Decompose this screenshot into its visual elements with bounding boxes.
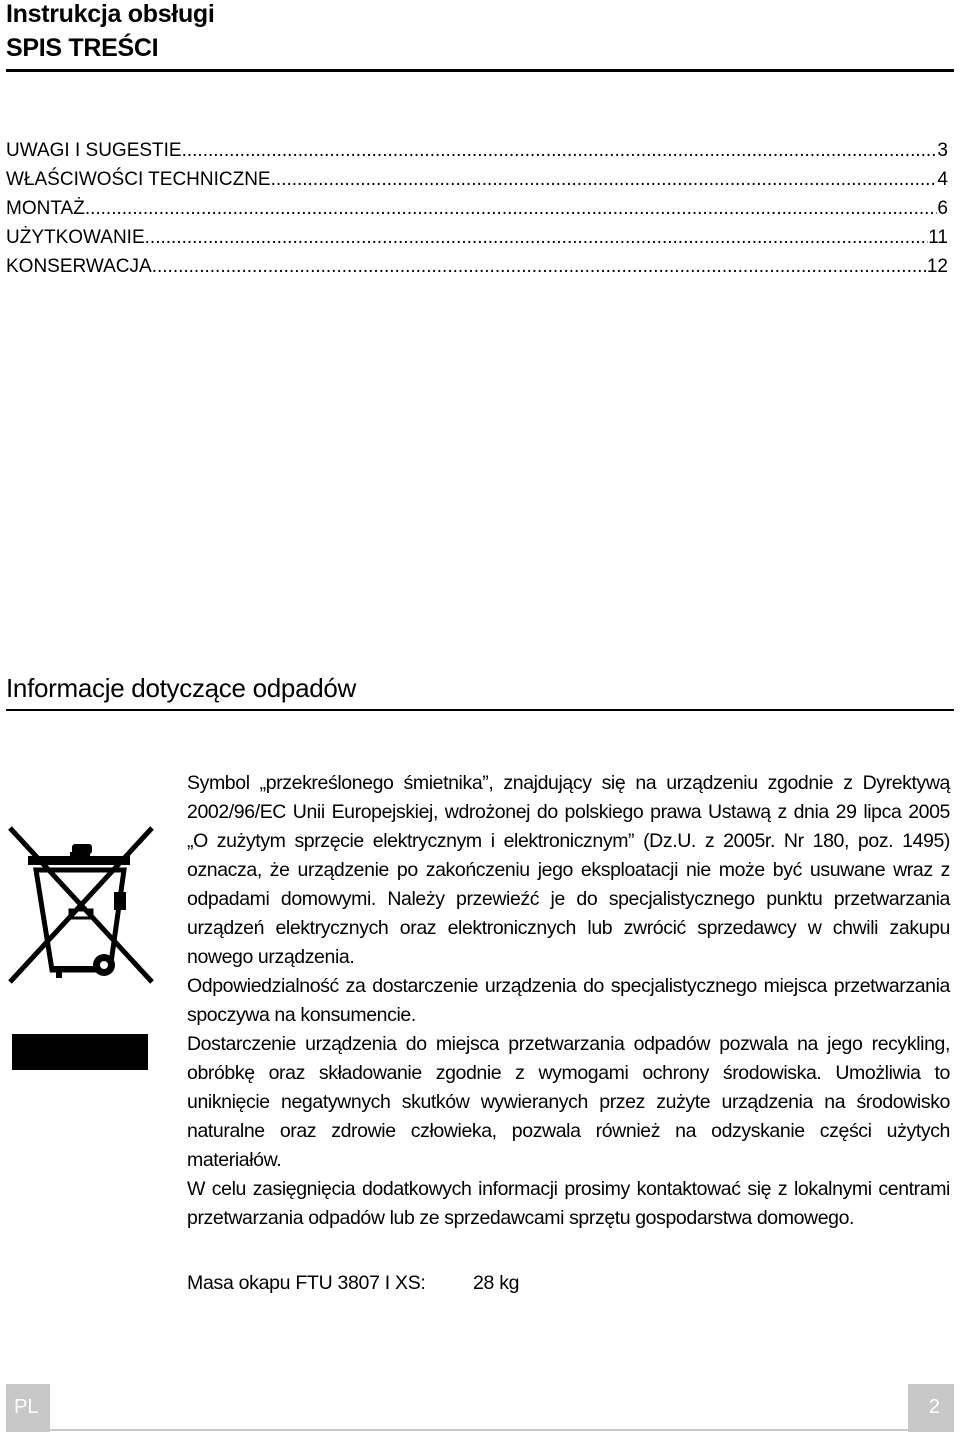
toc-heading: SPIS TREŚCI bbox=[6, 34, 159, 62]
header-divider bbox=[6, 69, 954, 72]
page-number: 2 bbox=[928, 1396, 940, 1418]
toc-entry-label: WŁAŚCIWOŚCI TECHNICZNE bbox=[6, 169, 271, 190]
toc-entry[interactable] bbox=[6, 198, 948, 227]
toc-entry-page: 6 bbox=[937, 198, 948, 219]
toc-entry-label: UŻYTKOWANIE bbox=[6, 227, 145, 248]
toc-entry-page: 4 bbox=[937, 169, 948, 190]
section-divider bbox=[6, 709, 954, 711]
toc-entry[interactable] bbox=[6, 256, 948, 285]
toc-entry-page: 11 bbox=[928, 227, 948, 248]
section-title: Informacje dotyczące odpadów bbox=[6, 673, 357, 703]
toc-entry[interactable] bbox=[6, 227, 948, 256]
paragraph: Dostarczenie urządzenia do miejsca przetwarzania odpadów pozwala na jego recykling, obróbkę oraz składowanie zgodnie z wymogami ochrony środowiska. Umożliwia to uniknięcie negatywnych skutków wywieranych przez zużyte urządzenia na środowisko naturalne oraz zdrowie człowieka, pozwala również na odzyskanie części użytych materiałów. bbox=[187, 1033, 950, 1171]
paragraph: Odpowiedzialność za dostarczenie urządzenia do specjalistycznego miejsca przetwarzania spoczywa na konsumencie. bbox=[187, 975, 950, 1026]
weee-black-bar bbox=[12, 1034, 148, 1070]
paragraph: Symbol „przekreślonego śmietnika”, znajdujący się na urządzeniu zgodnie z Dyrektywą 2002/96/EC Unii Europejskiej, wdrożonej do polskiego prawa Ustawą z dnia 29 lipca 2005 „O zużytym sprzęcie elektrycznym i elektronicznym” (Dz.U. z 2005r. Nr 180, poz. 1495) oznacza, że urządzenie po zakończeniu jego eksploatacji nie może być usuwane wraz z odpadami domowymi. Należy przewieźć je do specjalistycznego punktu przetwarzania urządzeń elektrycznych oraz elektronicznych lub zwrócić sprzedawcy w chwili zakupu nowego urządzenia. bbox=[187, 772, 950, 968]
toc-entry-page: 12 bbox=[926, 256, 948, 277]
table-of-contents bbox=[6, 140, 948, 285]
mass-label: Masa okapu FTU 3807 I XS: bbox=[187, 1272, 426, 1294]
language-label: PL bbox=[14, 1396, 39, 1418]
toc-entry[interactable] bbox=[6, 169, 948, 198]
toc-entry-page: 3 bbox=[937, 140, 948, 161]
paragraph: W celu zasięgnięcia dodatkowych informacji prosimy kontaktować się z lokalnymi centrami przetwarzania odpadów lub ze sprzedawcami sprzętu gospodarstwa domowego. bbox=[187, 1178, 950, 1229]
toc-entry[interactable] bbox=[6, 140, 948, 169]
document-title: Instrukcja obsługi bbox=[6, 0, 215, 28]
page-number-tab bbox=[908, 1384, 954, 1432]
mass-value: 28 kg bbox=[473, 1272, 520, 1294]
toc-entry-label: KONSERWACJA bbox=[6, 256, 152, 277]
crossed-out-wheelie-bin-icon bbox=[6, 822, 156, 984]
language-tab bbox=[6, 1384, 50, 1432]
toc-entry-label: UWAGI I SUGESTIE bbox=[6, 140, 182, 161]
toc-entry-label: MONTAŻ bbox=[6, 198, 85, 219]
waste-information-text bbox=[187, 769, 950, 1233]
product-mass bbox=[187, 1272, 520, 1295]
footer-divider bbox=[50, 1429, 908, 1431]
